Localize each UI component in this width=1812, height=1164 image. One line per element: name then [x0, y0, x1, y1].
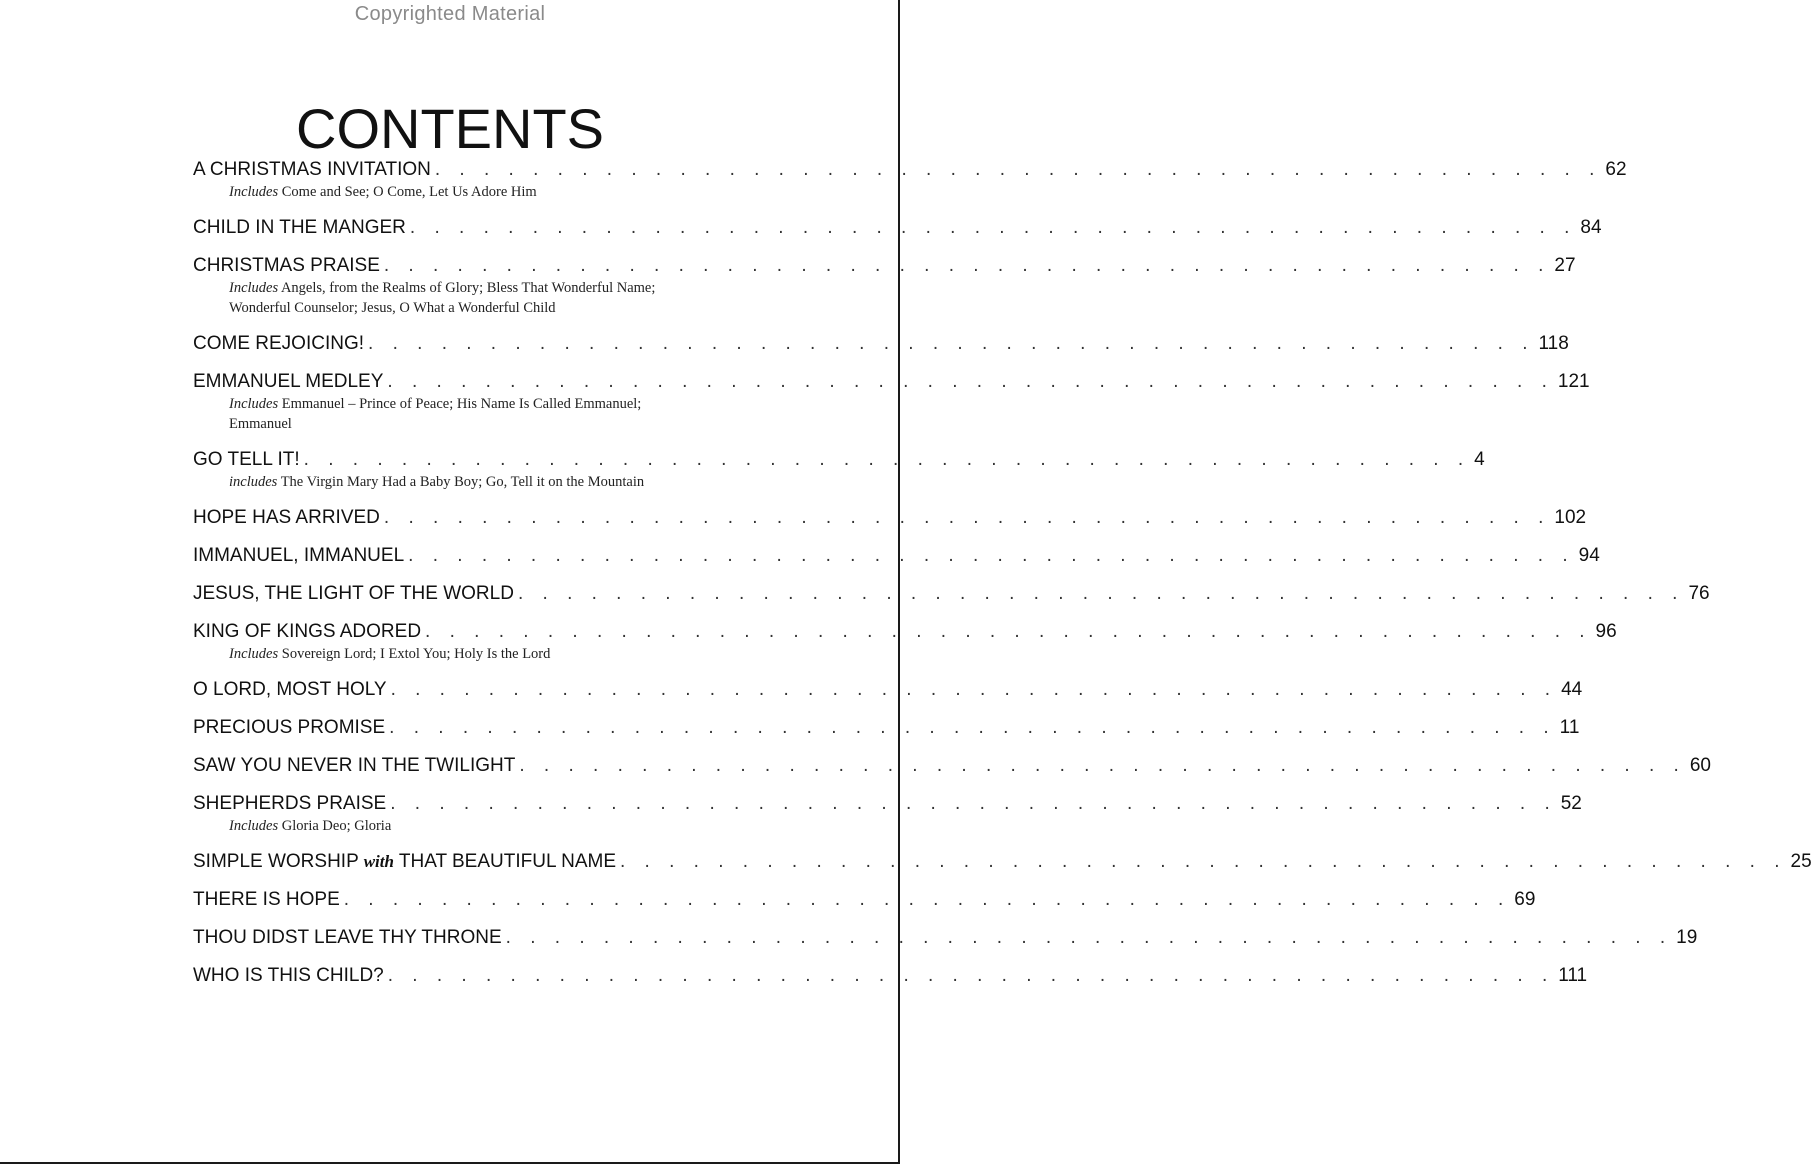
toc-entry[interactable] — [193, 543, 1600, 568]
page-number: 60 — [1689, 755, 1711, 776]
toc-entry[interactable] — [193, 505, 1587, 530]
toc-entry[interactable] — [193, 215, 1602, 240]
dot-leader: . . . . . . . . . . . . . . . . . . . . . . . . . . . . . . . . . . . . . . . . . . . . . . . . — [505, 927, 1673, 948]
page-title: CONTENTS — [296, 97, 604, 160]
dot-leader: . . . . . . . . . . . . . . . . . . . . . . . . . . . . . . . . . . . . . . . . . . . . . . . . — [387, 965, 1555, 986]
dot-leader: . . . . . . . . . . . . . . . . . . . . . . . . . . . . . . . . . . . . . . . . . . . . . . . . — [390, 679, 1558, 700]
page-number: 25 — [1790, 851, 1812, 872]
dot-leader: . . . . . . . . . . . . . . . . . . . . . . . . . . . . . . . . . . . . . . . . . . . . . . . . — [409, 217, 1577, 238]
dot-leader: . . . . . . . . . . . . . . . . . . . . . . . . . . . . . . . . . . . . . . . . . . . . . . . . — [303, 449, 1471, 470]
entry-title-connector: with — [363, 852, 394, 871]
toc-entry[interactable] — [193, 925, 1698, 950]
page-number: 96 — [1595, 621, 1617, 642]
includes-label: Includes — [229, 184, 279, 200]
entry-title: KING OF KINGS ADORED — [193, 621, 422, 642]
includes-note — [193, 816, 679, 836]
entry-title-part: SIMPLE WORSHIP — [193, 851, 359, 872]
dot-leader: . . . . . . . . . . . . . . . . . . . . . . . . . . . . . . . . . . . . . . . . . . . . . . . . — [408, 545, 1575, 566]
includes-note — [193, 394, 679, 434]
includes-label: Includes — [229, 396, 279, 412]
page-number: 118 — [1538, 333, 1569, 354]
toc-entry[interactable] — [193, 791, 1582, 836]
entry-title-part: THAT BEAUTIFUL NAME — [398, 851, 616, 872]
page-number: 44 — [1561, 679, 1583, 700]
toc-entry[interactable] — [193, 753, 1711, 778]
entry-title: O LORD, MOST HOLY — [193, 679, 387, 700]
entry-title: SAW YOU NEVER IN THE TWILIGHT — [193, 755, 516, 776]
watermark: Copyrighted Material — [354, 3, 546, 25]
dot-leader: . . . . . . . . . . . . . . . . . . . . . . . . . . . . . . . . . . . . . . . . . . . . . . . . — [383, 507, 1551, 528]
page-number: 62 — [1605, 159, 1627, 180]
entry-title: IMMANUEL, IMMANUEL — [193, 545, 405, 566]
entry-title: JESUS, THE LIGHT OF THE WORLD — [193, 583, 514, 604]
toc-entry[interactable] — [193, 581, 1710, 606]
dot-leader: . . . . . . . . . . . . . . . . . . . . . . . . . . . . . . . . . . . . . . . . . . . . . . . . — [434, 159, 1602, 180]
entry-title: COME REJOICING! — [193, 333, 365, 354]
includes-list: Come and See; O Come, Let Us Adore Him — [281, 184, 537, 200]
entry-title: HOPE HAS ARRIVED — [193, 507, 380, 528]
table-of-contents — [193, 157, 1812, 1001]
dot-leader: . . . . . . . . . . . . . . . . . . . . . . . . . . . . . . . . . . . . . . . . . . . . . . . . — [343, 889, 1511, 910]
includes-list: Gloria Deo; Gloria — [281, 818, 392, 834]
entry-title: THERE IS HOPE — [193, 889, 340, 910]
dot-leader: . . . . . . . . . . . . . . . . . . . . . . . . . . . . . . . . . . . . . . . . . . . . . . . . — [425, 621, 1592, 642]
entry-title: CHILD IN THE MANGER — [193, 217, 406, 238]
page-number: 4 — [1474, 449, 1485, 470]
entry-title: CHRISTMAS PRAISE — [193, 255, 380, 276]
entry-title: WHO IS THIS CHILD? — [193, 965, 384, 986]
includes-list: The Virgin Mary Had a Baby Boy; Go, Tell it on the Mountain — [280, 474, 645, 490]
entry-title: THOU DIDST LEAVE THY THRONE — [193, 927, 502, 948]
includes-label: Includes — [229, 280, 279, 296]
page-number: 69 — [1514, 889, 1536, 910]
toc-entry[interactable] — [193, 369, 1590, 434]
includes-note — [193, 644, 679, 664]
includes-list: Angels, from the Realms of Glory; Bless That Wonderful Name; Wonderful Counselor; Jesus, O What a Wonderful Child — [229, 280, 656, 316]
toc-entry[interactable] — [193, 253, 1576, 318]
page-number: 52 — [1560, 793, 1582, 814]
entry-title — [193, 849, 616, 874]
dot-leader: . . . . . . . . . . . . . . . . . . . . . . . . . . . . . . . . . . . . . . . . . . . . . . . . — [368, 333, 1535, 354]
dot-leader: . . . . . . . . . . . . . . . . . . . . . . . . . . . . . . . . . . . . . . . . . . . . . . . . — [387, 371, 1554, 392]
includes-label: includes — [229, 474, 278, 490]
dot-leader: . . . . . . . . . . . . . . . . . . . . . . . . . . . . . . . . . . . . . . . . . . . . . . . . — [620, 851, 1787, 872]
page-number: 94 — [1578, 545, 1600, 566]
includes-label: Includes — [229, 818, 279, 834]
entry-title: GO TELL IT! — [193, 449, 300, 470]
page-number: 84 — [1580, 217, 1602, 238]
includes-note — [193, 182, 679, 202]
dot-leader: . . . . . . . . . . . . . . . . . . . . . . . . . . . . . . . . . . . . . . . . . . . . . . . . — [519, 755, 1686, 776]
toc-entry[interactable] — [193, 157, 1627, 202]
entry-title: EMMANUEL MEDLEY — [193, 371, 384, 392]
includes-label: Includes — [229, 646, 279, 662]
toc-entry[interactable] — [193, 849, 1812, 874]
page-number: 111 — [1558, 965, 1588, 986]
page-number: 27 — [1554, 255, 1576, 276]
entry-title: PRECIOUS PROMISE — [193, 717, 386, 738]
toc-entry[interactable] — [193, 715, 1580, 740]
toc-entry[interactable] — [193, 619, 1617, 664]
entry-title: A CHRISTMAS INVITATION — [193, 159, 431, 180]
dot-leader: . . . . . . . . . . . . . . . . . . . . . . . . . . . . . . . . . . . . . . . . . . . . . . . . — [390, 793, 1557, 814]
page-number: 19 — [1676, 927, 1698, 948]
page-number: 11 — [1559, 717, 1580, 738]
dot-leader: . . . . . . . . . . . . . . . . . . . . . . . . . . . . . . . . . . . . . . . . . . . . . . . . — [383, 255, 1551, 276]
dot-leader: . . . . . . . . . . . . . . . . . . . . . . . . . . . . . . . . . . . . . . . . . . . . . . . . — [389, 717, 1556, 738]
includes-note — [193, 278, 679, 318]
page-number: 121 — [1557, 371, 1590, 392]
includes-list: Emmanuel – Prince of Peace; His Name Is Called Emmanuel; Emmanuel — [229, 396, 642, 432]
page-number: 76 — [1688, 583, 1710, 604]
toc-entry[interactable] — [193, 677, 1583, 702]
entry-title: SHEPHERDS PRAISE — [193, 793, 387, 814]
dot-leader: . . . . . . . . . . . . . . . . . . . . . . . . . . . . . . . . . . . . . . . . . . . . . . . . — [517, 583, 1685, 604]
toc-entry[interactable] — [193, 331, 1569, 356]
page-number: 102 — [1554, 507, 1587, 528]
toc-entry[interactable] — [193, 447, 1485, 492]
includes-list: Sovereign Lord; I Extol You; Holy Is the Lord — [281, 646, 551, 662]
toc-entry[interactable] — [193, 963, 1588, 988]
includes-note — [193, 472, 679, 492]
toc-entry[interactable] — [193, 887, 1536, 912]
